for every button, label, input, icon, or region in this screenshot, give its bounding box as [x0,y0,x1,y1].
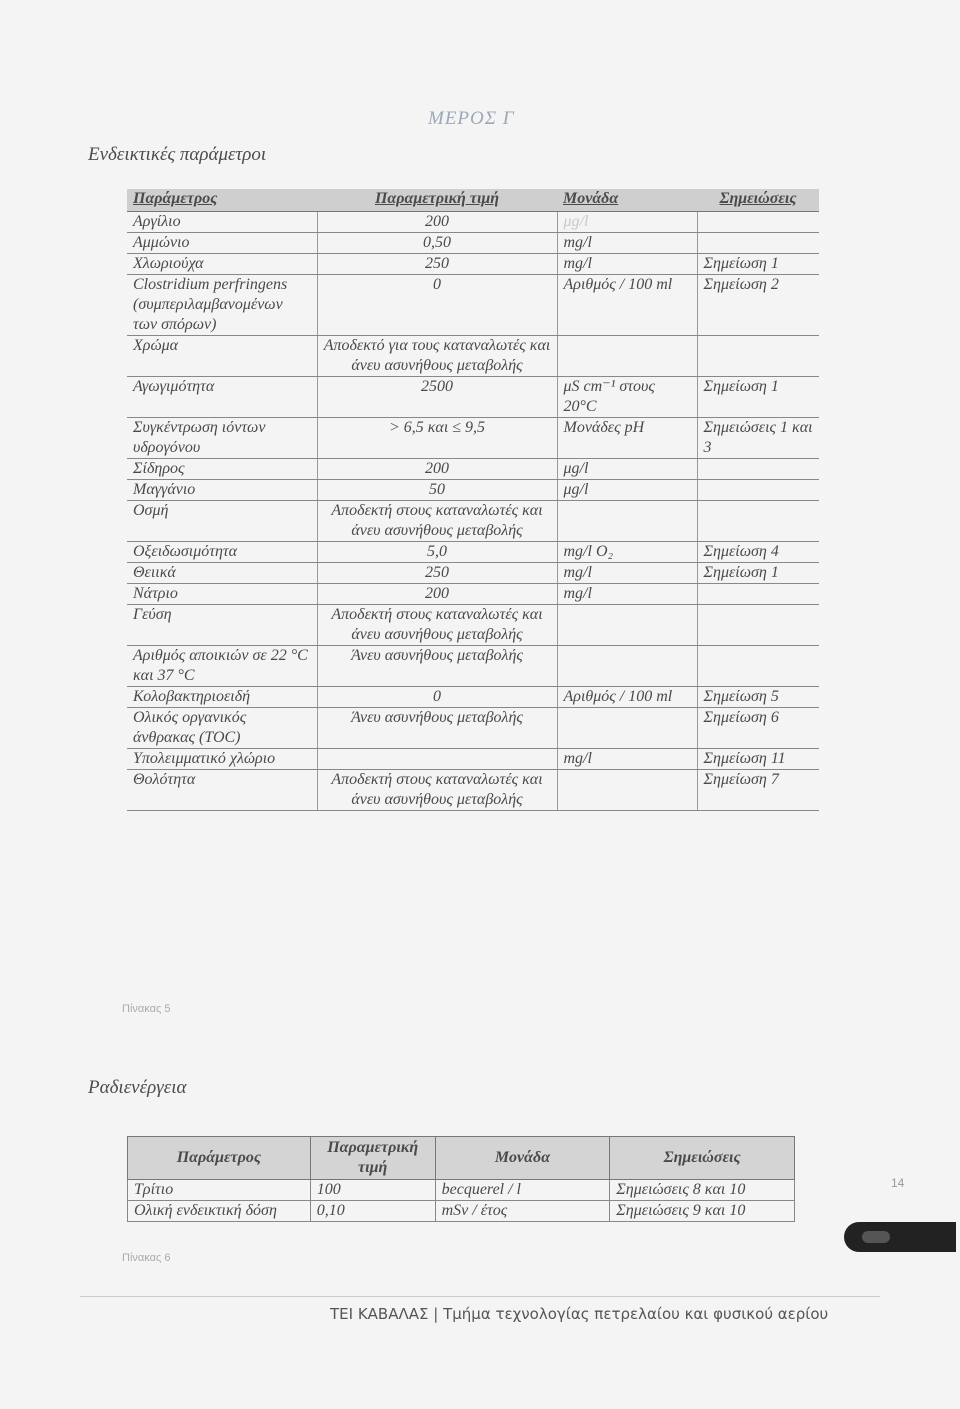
cell-notes: Σημειώσεις 9 και 10 [610,1201,795,1222]
header-parameter: Παράμετρος [127,189,317,212]
cell-parameter: Νάτριο [127,584,317,605]
cell-parameter: Θειικά [127,563,317,584]
cell-notes [697,233,819,254]
cell-unit [557,646,697,687]
cell-value: 0,50 [317,233,557,254]
table-row [127,646,819,687]
table-header-row [128,1137,795,1180]
table-row [127,480,819,501]
cell-notes: Σημείωση 2 [697,275,819,336]
table-row [128,1180,795,1201]
cell-parameter: Συγκέντρωση ιόντων υδρογόνου [127,418,317,459]
cell-parameter: Αμμώνιο [127,233,317,254]
section-title: Ραδιενέργεια [88,1077,187,1098]
cell-value: 250 [317,563,557,584]
table-row [127,275,819,336]
cell-notes: Σημείωση 1 [697,563,819,584]
cell-parameter: Θολότητα [127,770,317,811]
cell-notes: Σημείωση 1 [697,254,819,275]
cell-value: Άνευ ασυνήθους μεταβολής [317,646,557,687]
table-row [127,377,819,418]
cell-parameter: Αργίλιο [127,212,317,233]
table-row [127,542,819,563]
cell-value: 200 [317,459,557,480]
cell-unit: μg/l [557,212,697,233]
cell-value: Αποδεκτή στους καταναλωτές και άνευ ασυνήθους μεταβολής [317,501,557,542]
cell-unit [557,770,697,811]
table-row [127,708,819,749]
cell-parameter: Ολική ενδεικτική δόση [128,1201,311,1222]
cell-notes: Σημείωση 5 [697,687,819,708]
cell-value: Αποδεκτό για τους καταναλωτές και άνευ ασυνήθους μεταβολής [317,336,557,377]
cell-notes [697,336,819,377]
cell-value: 200 [317,212,557,233]
cell-unit [557,708,697,749]
cell-parameter: Υπολειμματικό χλώριο [127,749,317,770]
cell-parameter: Τρίτιο [128,1180,311,1201]
cell-notes: Σημειώσεις 1 και 3 [697,418,819,459]
cell-value: 0 [317,687,557,708]
cell-value: 200 [317,584,557,605]
part-title: ΜΕΡΟΣ Γ [428,108,515,129]
table-row [127,749,819,770]
cell-parameter: Οξειδωσιμότητα [127,542,317,563]
table-row [127,770,819,811]
table-row [127,254,819,275]
radioactivity-table [127,1136,795,1222]
cell-notes: Σημείωση 11 [697,749,819,770]
cell-unit: Αριθμός / 100 ml [557,687,697,708]
cell-value: 0 [317,275,557,336]
cell-unit: μg/l [557,459,697,480]
indicator-parameters-table [127,189,819,811]
cell-parameter: Ολικός οργανικός άνθρακας (TOC) [127,708,317,749]
cell-unit: mg/l O₂ [557,542,697,563]
table-row [128,1201,795,1222]
cell-parameter: Αριθμός αποικιών σε 22 °C και 37 °C [127,646,317,687]
cell-unit [557,501,697,542]
page-number: 14 [891,1176,905,1190]
table-header-row [127,189,819,212]
cell-unit: mg/l [557,254,697,275]
cell-unit: μg/l [557,480,697,501]
cell-value: 100 [310,1180,435,1201]
header-value: Παραμετρική τιμή [310,1137,435,1180]
cell-notes [697,501,819,542]
cell-unit: mg/l [557,563,697,584]
cell-value: Αποδεκτή στους καταναλωτές και άνευ ασυνήθους μεταβολής [317,605,557,646]
cell-parameter: Οσμή [127,501,317,542]
cell-unit: becquerel / l [435,1180,610,1201]
cell-value [317,749,557,770]
cell-unit: mg/l [557,584,697,605]
cell-value: Αποδεκτή στους καταναλωτές και άνευ ασυνήθους μεταβολής [317,770,557,811]
page-tab-mark [844,1222,956,1252]
table-caption: Πίνακας 6 [122,1252,171,1264]
cell-value: 50 [317,480,557,501]
header-parameter: Παράμετρος [128,1137,311,1180]
header-value: Παραμετρική τιμή [317,189,557,212]
cell-parameter: Χλωριούχα [127,254,317,275]
header-notes: Σημειώσεις [610,1137,795,1180]
table-row [127,687,819,708]
cell-value: 0,10 [310,1201,435,1222]
table-caption: Πίνακας 5 [122,1003,171,1015]
cell-parameter: Σίδηρος [127,459,317,480]
cell-notes [697,605,819,646]
cell-parameter: Γεύση [127,605,317,646]
cell-notes: Σημείωση 4 [697,542,819,563]
table-row [127,459,819,480]
table-row [127,233,819,254]
cell-unit [557,605,697,646]
cell-notes: Σημειώσεις 8 και 10 [610,1180,795,1201]
cell-value: 5,0 [317,542,557,563]
table-row [127,336,819,377]
cell-value: > 6,5 και ≤ 9,5 [317,418,557,459]
cell-unit: mg/l [557,749,697,770]
cell-parameter: Μαγγάνιο [127,480,317,501]
cell-parameter: Χρώμα [127,336,317,377]
table-row [127,212,819,233]
cell-value: 250 [317,254,557,275]
cell-parameter: Κολοβακτηριοειδή [127,687,317,708]
table-row [127,563,819,584]
cell-notes [697,480,819,501]
table-row [127,501,819,542]
table-row [127,584,819,605]
cell-notes: Σημείωση 6 [697,708,819,749]
cell-notes [697,584,819,605]
footer-divider [80,1296,880,1297]
cell-parameter: Clostridium perfringens (συμπεριλαμβανομένων των σπόρων) [127,275,317,336]
footer-text: ΤΕΙ ΚΑΒΑΛΑΣ | Τμήμα τεχνολογίας πετρελαίου και φυσικού αερίου [330,1305,829,1323]
header-unit: Μονάδα [557,189,697,212]
table-row [127,605,819,646]
header-unit: Μονάδα [435,1137,610,1180]
cell-unit: mSv / έτος [435,1201,610,1222]
cell-unit [557,336,697,377]
cell-notes [697,212,819,233]
cell-notes [697,459,819,480]
cell-value: Άνευ ασυνήθους μεταβολής [317,708,557,749]
header-notes: Σημειώσεις [697,189,819,212]
table-row [127,418,819,459]
cell-unit: μS cm⁻¹ στους 20°C [557,377,697,418]
cell-unit: Αριθμός / 100 ml [557,275,697,336]
cell-unit: Μονάδες pH [557,418,697,459]
cell-notes [697,646,819,687]
cell-unit: mg/l [557,233,697,254]
cell-value: 2500 [317,377,557,418]
cell-notes: Σημείωση 7 [697,770,819,811]
cell-parameter: Αγωγιμότητα [127,377,317,418]
cell-notes: Σημείωση 1 [697,377,819,418]
section-title: Ενδεικτικές παράμετροι [88,144,267,165]
